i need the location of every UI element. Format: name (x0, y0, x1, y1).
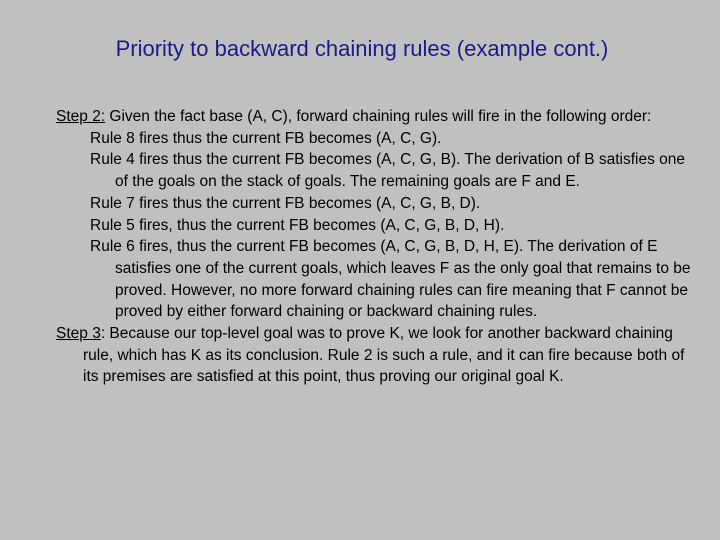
rule-4-line: Rule 4 fires thus the current FB becomes (A, C, G, B). The derivation of B satisfies one of the goals on the stack of goals. The remaining goals are F and E. (90, 151, 686, 191)
step-2-paragraph (56, 106, 696, 128)
rule-5-line: Rule 5 fires, thus the current FB becomes (A, C, G, B, D, H). (90, 216, 505, 234)
rule-7-line: Rule 7 fires thus the current FB becomes (A, C, G, B, D). (90, 194, 481, 212)
rule-6-line: Rule 6 fires, thus the current FB becomes (A, C, G, B, D, H, E). The derivation of E satisfies one of the current goals, which leaves F as the only goal that remains to be proved. However, no more forward chaining rules can fire meaning that F cannot be proved by either forward chaining or backward chaining rules. (90, 238, 691, 321)
slide-title: Priority to backward chaining rules (example cont.) (115, 36, 609, 61)
step-3-label: Step 3 (56, 325, 101, 343)
step-3-text: : Because our top-level goal was to prove K, we look for another backward chaining rule, which has K as its conclusion. Rule 2 is such a rule, and it can fire because both of its premises are satisfied at this point, thus proving our original goal K. (83, 325, 685, 386)
step-2-label: Step 2: (56, 108, 106, 125)
rule-8-line: Rule 8 fires thus the current FB becomes (A, C, G). (90, 129, 442, 147)
slide-body (56, 106, 696, 388)
step-2-text: Given the fact base (A, C), forward chaining rules will fire in the following order: (105, 108, 652, 125)
step-3-paragraph (56, 323, 696, 388)
